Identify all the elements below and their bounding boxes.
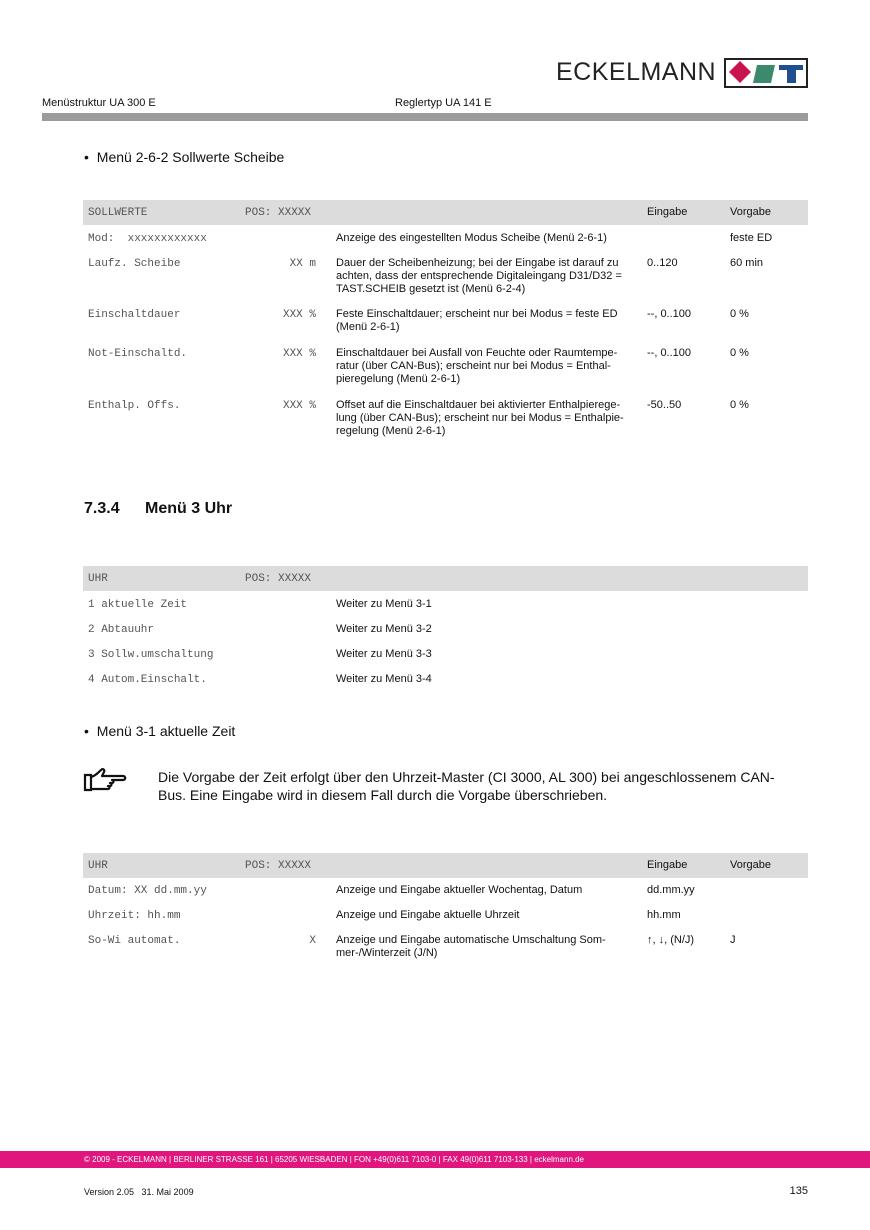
- row-name: 2 Abtauuhr: [88, 624, 155, 636]
- row-description: Einschaltdauer bei Ausfall von Feuchte oder Raumtempe-ratur (über CAN-Bus); erscheint nur bei Modus = Enthal-pieregelung (Menü 2-6-1): [336, 347, 618, 385]
- row-name: Datum: XX dd.mm.yy: [88, 885, 207, 897]
- section-bullet-2: [84, 723, 235, 739]
- row-default: 0 %: [730, 399, 749, 411]
- footer-bar: [0, 1151, 870, 1168]
- section-heading: [84, 500, 233, 518]
- col-pos: POS: XXXXX: [245, 573, 312, 585]
- table-header: [83, 200, 808, 225]
- table-row: [83, 257, 808, 297]
- footer-address: © 2009 - ECKELMANN | BERLINER STRASSE 161 | 65205 WIESBADEN | FON +49(0)611 7103-0 | FAX 49(0)611 7103-133 | eckelmann.de: [84, 1155, 585, 1164]
- col-default: Vorgabe: [730, 206, 771, 218]
- header-left-text: Menüstruktur UA 300 E: [42, 97, 156, 109]
- row-description: Anzeige und Eingabe aktueller Wochentag, Datum: [336, 884, 583, 896]
- section-bullet-1: [84, 149, 284, 165]
- section-title: Menü 2-6-2 Sollwerte Scheibe: [96, 149, 285, 165]
- col-pos: POS: XXXXX: [245, 860, 312, 872]
- bullet-icon: •: [84, 149, 89, 165]
- row-name: Uhrzeit: hh.mm: [88, 910, 181, 922]
- pointing-hand-icon: [82, 766, 128, 796]
- row-description: Anzeige und Eingabe aktuelle Uhrzeit: [336, 909, 520, 921]
- row-unit: XX m: [289, 258, 316, 270]
- table-row: [83, 934, 808, 964]
- row-description: Offset auf die Einschaltdauer bei aktivierter Enthalpierege-lung (über CAN-Bus); erscheint nur bei Modus = Enthalpie-regelung (Menü 2-6-1): [336, 399, 624, 437]
- row-name: Enthalp. Offs.: [88, 400, 181, 412]
- table-row[interactable]: [83, 598, 808, 616]
- col-input: Eingabe: [647, 206, 688, 218]
- brand-name: ECKELMANN: [556, 58, 717, 86]
- bullet-icon: •: [84, 723, 89, 739]
- logo-mark-icon: [724, 58, 808, 88]
- row-input: 0..120: [647, 257, 678, 269]
- note-text: Die Vorgabe der Zeit erfolgt über den Uhrzeit-Master (CI 3000, AL 300) bei angeschlossenem CAN-Bus. Eine Eingabe wird in diesem Fall durch die Vorgabe überschrieben.: [158, 769, 775, 803]
- row-unit: X: [309, 935, 316, 947]
- row-description: Weiter zu Menü 3-3: [336, 648, 432, 660]
- col-menu-name: UHR: [88, 860, 108, 872]
- row-default: J: [730, 934, 736, 946]
- version-text: Version 2.05 31. Mai 2009: [84, 1187, 194, 1197]
- row-name: Not-Einschaltd.: [88, 348, 188, 360]
- header-divider: [42, 113, 808, 121]
- row-name: Mod: xxxxxxxxxxxx: [88, 233, 207, 245]
- section-number: 7.3.4: [84, 500, 120, 517]
- row-default: 60 min: [730, 257, 764, 269]
- table-header: [83, 853, 808, 878]
- header-center-text: Reglertyp UA 141 E: [395, 97, 492, 109]
- section-heading-title: Menü 3 Uhr: [145, 500, 233, 517]
- row-default: feste ED: [730, 232, 773, 244]
- row-description: Feste Einschaltdauer; erscheint nur bei Modus = feste ED (Menü 2-6-1): [336, 308, 618, 333]
- table-row[interactable]: [83, 623, 808, 641]
- row-default: 0 %: [730, 347, 749, 359]
- brand-logo: [556, 58, 808, 88]
- table-row[interactable]: [83, 673, 808, 691]
- table-row: [83, 347, 808, 389]
- row-unit: XXX %: [282, 400, 316, 412]
- row-description: Weiter zu Menü 3-2: [336, 623, 432, 635]
- row-description: Weiter zu Menü 3-4: [336, 673, 432, 685]
- table-row: [83, 909, 808, 927]
- row-unit: XXX %: [282, 348, 316, 360]
- table-row[interactable]: [83, 648, 808, 666]
- row-input: --, 0..100: [647, 347, 692, 359]
- col-menu-name: UHR: [88, 573, 108, 585]
- col-default: Vorgabe: [730, 859, 771, 871]
- row-name: 4 Autom.Einschalt.: [88, 674, 207, 686]
- row-default: 0 %: [730, 308, 749, 320]
- table-row: [83, 399, 808, 441]
- row-input: --, 0..100: [647, 308, 692, 320]
- col-menu-name: SOLLWERTE: [88, 207, 148, 219]
- row-name: 3 Sollw.umschaltung: [88, 649, 214, 661]
- row-description: Dauer der Scheibenheizung; bei der Eingabe ist darauf zu achten, dass der entsprechende Digitaleingang D31/D32 = TAST.SCHEIB gesetzt ist (Menü 6-2-4): [336, 257, 622, 295]
- table-row: [83, 308, 808, 338]
- col-input: Eingabe: [647, 859, 688, 871]
- page-number: 135: [789, 1185, 808, 1197]
- row-input: hh.mm: [647, 909, 681, 921]
- col-pos: POS: XXXXX: [245, 207, 312, 219]
- row-name: So-Wi automat.: [88, 935, 181, 947]
- row-input: dd.mm.yy: [647, 884, 695, 896]
- row-name: 1 aktuelle Zeit: [88, 599, 188, 611]
- row-input: -50..50: [647, 399, 682, 411]
- table-row: [83, 884, 808, 902]
- row-unit: XXX %: [282, 309, 316, 321]
- row-description: Anzeige des eingestellten Modus Scheibe (Menü 2-6-1): [336, 232, 607, 244]
- row-description: Weiter zu Menü 3-1: [336, 598, 432, 610]
- row-name: Laufz. Scheibe: [88, 258, 181, 270]
- row-description: Anzeige und Eingabe automatische Umschaltung Som-mer-/Winterzeit (J/N): [336, 934, 606, 959]
- row-name: Einschaltdauer: [88, 309, 181, 321]
- section-title: Menü 3-1 aktuelle Zeit: [96, 723, 236, 739]
- table-header: [83, 566, 808, 591]
- row-input: ↑, ↓, (N/J): [647, 934, 695, 946]
- table-row: [83, 232, 808, 252]
